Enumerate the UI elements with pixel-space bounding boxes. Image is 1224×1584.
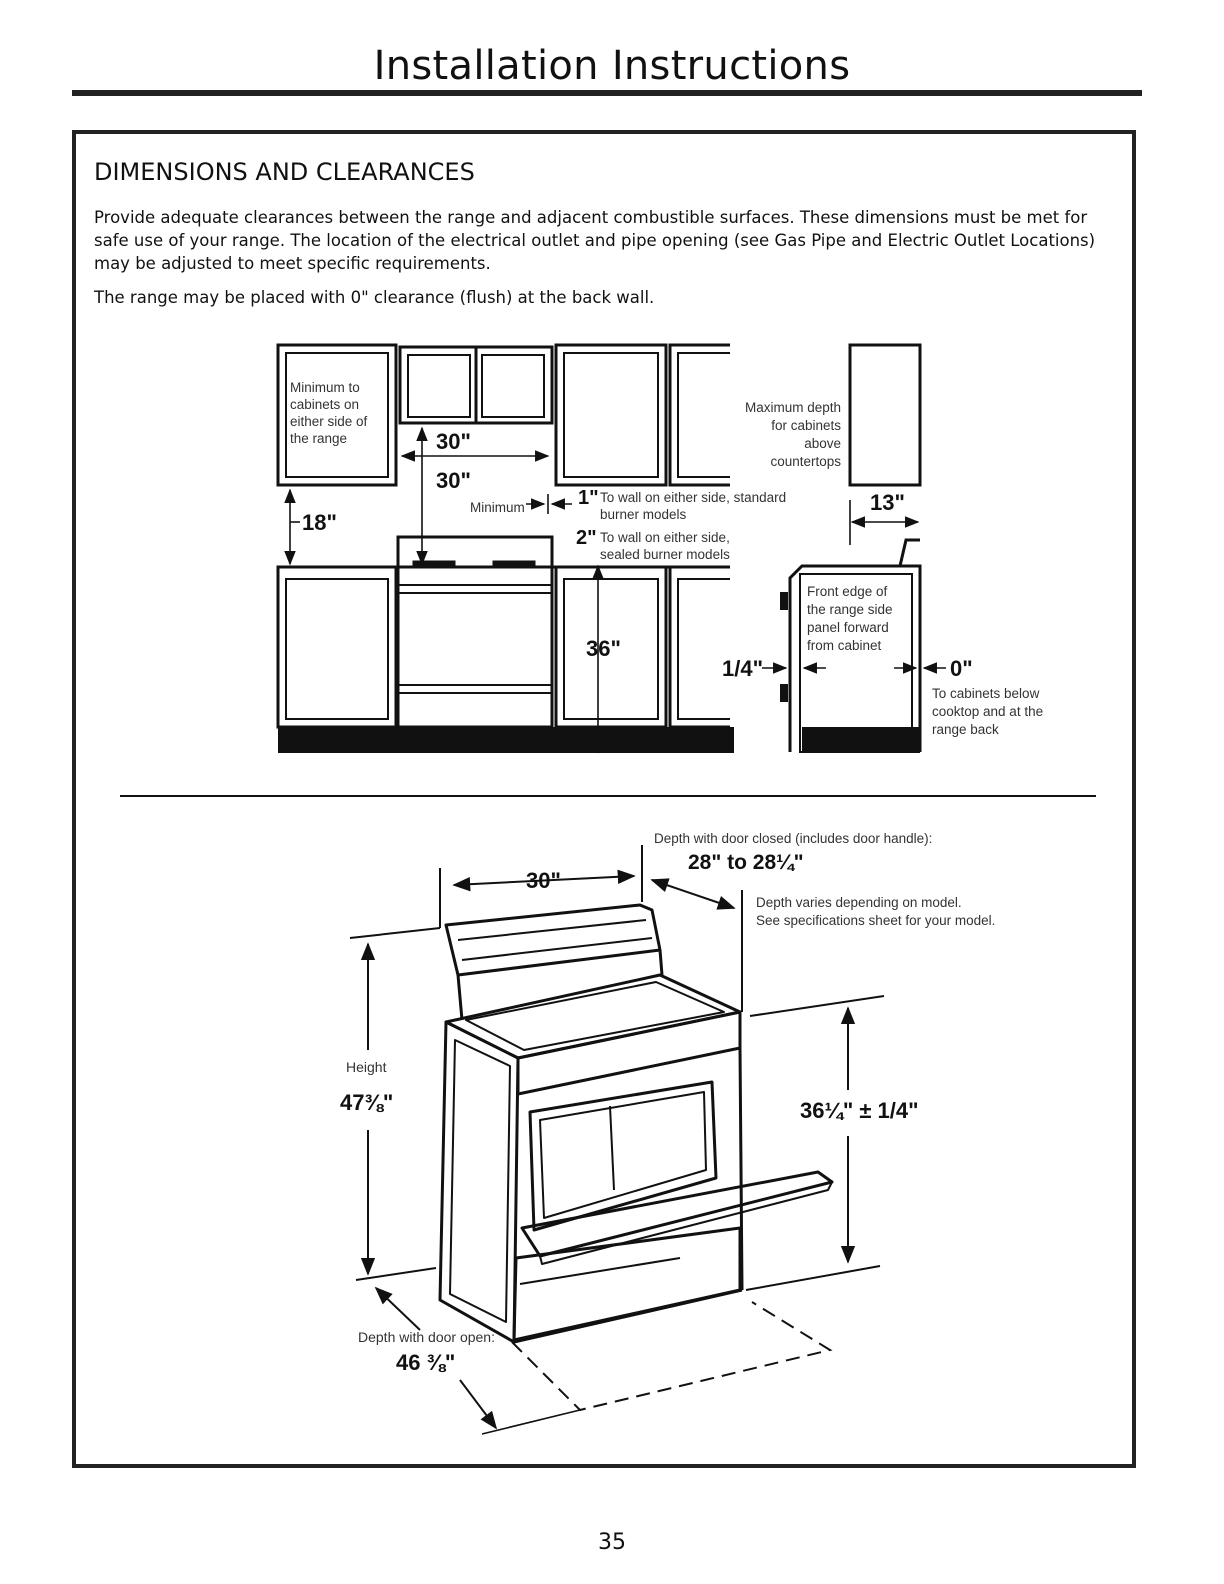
minimum-label: Minimum <box>470 500 525 515</box>
floor-strip <box>278 727 734 753</box>
depth-closed-label: Depth with door closed (includes door handle): <box>654 831 933 846</box>
page-number: 35 <box>598 1530 626 1555</box>
front-edge-line-2: the range side <box>807 602 893 617</box>
cabinets-below-line-1: To cabinets below <box>932 686 1040 701</box>
dimension-lines <box>350 845 884 1434</box>
dim-1-note-1: To wall on either side, standard <box>600 490 787 505</box>
dim-13: 13" <box>870 490 905 515</box>
flush-note: The range may be placed with 0" clearance (flush) at the back wall. <box>94 288 655 307</box>
min-cabinets-line-3: either side of <box>290 414 368 429</box>
dim-2-note-2: sealed burner models <box>600 547 730 562</box>
depth-varies-line-1: Depth varies depending on model. <box>756 895 962 910</box>
max-depth-line-2: for cabinets <box>771 418 841 433</box>
depth-varies-line-2: See specifications sheet for your model. <box>756 913 996 928</box>
intro-paragraph: Provide adequate clearances between the range and adjacent combustible surfaces. These dimensions must be met for safe use of your range. The location of the electrical outlet and pipe opening (see Gas Pipe and Electric Outlet Locations) may be adjusted to meet specific requirements. <box>94 208 1096 273</box>
max-depth-line-4: countertops <box>770 454 841 469</box>
dim-18: 18" <box>302 510 337 535</box>
front-edge-line-1: Front edge of <box>807 584 888 599</box>
min-cabinets-line-4: the range <box>290 431 348 446</box>
width-value: 30" <box>526 868 561 893</box>
dim-0: 0" <box>950 656 973 681</box>
cabinets-below-line-2: cooktop and at the <box>932 704 1044 719</box>
cabinets-below-line-3: range back <box>932 722 999 737</box>
dim-30-width: 30" <box>436 429 471 454</box>
max-depth-line-1: Maximum depth <box>744 400 841 415</box>
dim-1-note-2: burner models <box>600 507 687 522</box>
bottom-diagram-labels <box>340 831 995 1375</box>
side-upper-cabinet <box>850 345 920 485</box>
dim-1: 1" <box>578 487 599 509</box>
counter-height-value: 36¼" ± 1/4" <box>800 1098 919 1123</box>
dim-30-height: 30" <box>436 468 471 493</box>
front-edge-line-4: from cabinet <box>807 638 882 653</box>
height-value: 47⅜" <box>340 1090 394 1115</box>
page-title: Installation Instructions <box>373 43 851 89</box>
height-label: Height <box>346 1059 387 1075</box>
section-title: DIMENSIONS AND CLEARANCES <box>94 158 475 186</box>
dim-36: 36" <box>586 636 621 661</box>
max-depth-line-3: above <box>804 436 841 451</box>
side-floor-strip <box>802 727 920 753</box>
min-cabinets-line-2: cabinets on <box>290 397 360 412</box>
depth-open-label: Depth with door open: <box>358 1329 495 1345</box>
dim-quarter-inch: 1/4" <box>722 656 764 681</box>
front-edge-line-3: panel forward <box>807 620 889 635</box>
dim-2-note-1: To wall on either side, <box>600 530 730 545</box>
depth-closed-value: 28" to 28¼" <box>688 851 804 874</box>
min-cabinets-line-1: Minimum to <box>290 380 360 395</box>
dim-2: 2" <box>576 527 597 549</box>
lower-cabinet-left <box>278 567 396 727</box>
upper-cabinet-right <box>556 345 666 485</box>
range-perspective <box>440 905 832 1342</box>
depth-open-value: 46 ⅜" <box>396 1350 456 1375</box>
